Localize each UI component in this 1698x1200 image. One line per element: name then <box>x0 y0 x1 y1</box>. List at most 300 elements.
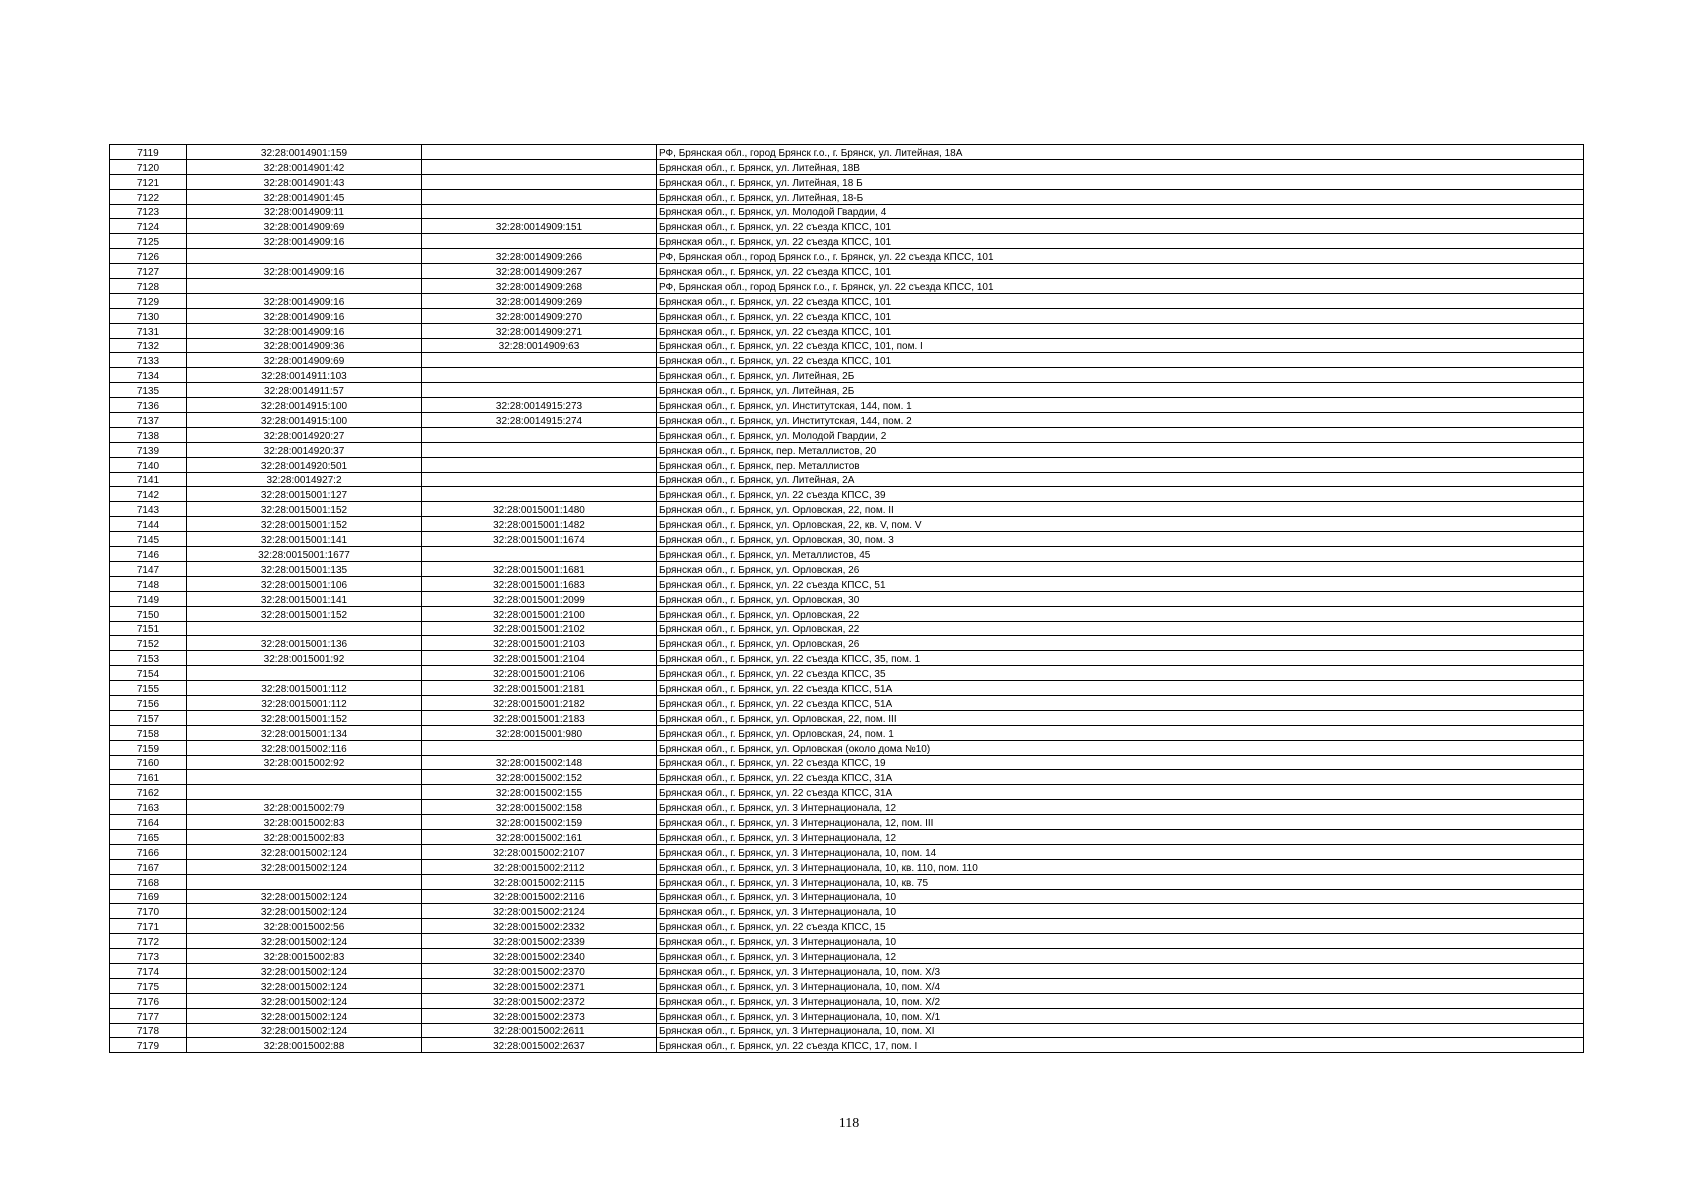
object-cadastral-number-cell <box>422 234 657 249</box>
parcel-cadastral-number-cell: 32:28:0015002:83 <box>187 829 422 844</box>
table-row <box>110 249 1584 264</box>
registry-table-body <box>110 145 1584 1053</box>
parcel-cadastral-number-cell: 32:28:0015001:112 <box>187 681 422 696</box>
object-cadastral-number-cell: 32:28:0015002:158 <box>422 800 657 815</box>
row-number-cell: 7152 <box>110 636 187 651</box>
table-row <box>110 145 1584 160</box>
address-cell: Брянская обл., г. Брянск, ул. Молодой Гвардии, 4 <box>657 204 1584 219</box>
row-number-cell: 7123 <box>110 204 187 219</box>
row-number-cell: 7124 <box>110 219 187 234</box>
address-cell: Брянская обл., г. Брянск, ул. Литейная, 2Б <box>657 383 1584 398</box>
table-row <box>110 323 1584 338</box>
object-cadastral-number-cell: 32:28:0015002:2124 <box>422 904 657 919</box>
address-cell: Брянская обл., г. Брянск, ул. 22 съезда КПСС, 31А <box>657 785 1584 800</box>
address-cell: Брянская обл., г. Брянск, ул. 3 Интернационала, 10 <box>657 934 1584 949</box>
table-row <box>110 383 1584 398</box>
table-row <box>110 561 1584 576</box>
parcel-cadastral-number-cell: 32:28:0014911:103 <box>187 368 422 383</box>
object-cadastral-number-cell <box>422 353 657 368</box>
address-cell: Брянская обл., г. Брянск, ул. 22 съезда КПСС, 51А <box>657 681 1584 696</box>
object-cadastral-number-cell: 32:28:0015002:2373 <box>422 1008 657 1023</box>
address-cell: Брянская обл., г. Брянск, ул. 22 съезда КПСС, 101 <box>657 353 1584 368</box>
parcel-cadastral-number-cell <box>187 666 422 681</box>
address-cell: Брянская обл., г. Брянск, ул. 3 Интернационала, 10, кв. 110, пом. 110 <box>657 859 1584 874</box>
row-number-cell: 7141 <box>110 472 187 487</box>
parcel-cadastral-number-cell: 32:28:0014915:100 <box>187 413 422 428</box>
row-number-cell: 7126 <box>110 249 187 264</box>
address-cell: Брянская обл., г. Брянск, ул. Литейная, 18-Б <box>657 189 1584 204</box>
parcel-cadastral-number-cell: 32:28:0015001:1677 <box>187 547 422 562</box>
object-cadastral-number-cell <box>422 145 657 160</box>
parcel-cadastral-number-cell <box>187 249 422 264</box>
table-row <box>110 829 1584 844</box>
row-number-cell: 7164 <box>110 815 187 830</box>
row-number-cell: 7142 <box>110 487 187 502</box>
table-row <box>110 204 1584 219</box>
address-cell: Брянская обл., г. Брянск, ул. Орловская, 30 <box>657 591 1584 606</box>
object-cadastral-number-cell <box>422 174 657 189</box>
object-cadastral-number-cell: 32:28:0015002:2115 <box>422 874 657 889</box>
table-row <box>110 963 1584 978</box>
object-cadastral-number-cell: 32:28:0015001:2103 <box>422 636 657 651</box>
parcel-cadastral-number-cell: 32:28:0015002:124 <box>187 963 422 978</box>
table-row <box>110 368 1584 383</box>
row-number-cell: 7125 <box>110 234 187 249</box>
object-cadastral-number-cell <box>422 547 657 562</box>
object-cadastral-number-cell: 32:28:0015002:2370 <box>422 963 657 978</box>
row-number-cell: 7161 <box>110 770 187 785</box>
parcel-cadastral-number-cell: 32:28:0015001:135 <box>187 561 422 576</box>
address-cell: Брянская обл., г. Брянск, ул. 3 Интернационала, 10, пом. Х/2 <box>657 993 1584 1008</box>
row-number-cell: 7134 <box>110 368 187 383</box>
address-cell: Брянская обл., г. Брянск, ул. 22 съезда КПСС, 101 <box>657 219 1584 234</box>
parcel-cadastral-number-cell: 32:28:0014920:27 <box>187 427 422 442</box>
parcel-cadastral-number-cell: 32:28:0015001:141 <box>187 591 422 606</box>
row-number-cell: 7144 <box>110 517 187 532</box>
table-row <box>110 547 1584 562</box>
table-row <box>110 279 1584 294</box>
parcel-cadastral-number-cell: 32:28:0014901:159 <box>187 145 422 160</box>
row-number-cell: 7128 <box>110 279 187 294</box>
row-number-cell: 7170 <box>110 904 187 919</box>
table-row <box>110 234 1584 249</box>
parcel-cadastral-number-cell: 32:28:0015001:136 <box>187 636 422 651</box>
table-row <box>110 189 1584 204</box>
table-row <box>110 472 1584 487</box>
row-number-cell: 7133 <box>110 353 187 368</box>
object-cadastral-number-cell <box>422 740 657 755</box>
object-cadastral-number-cell: 32:28:0015001:2104 <box>422 651 657 666</box>
table-row <box>110 174 1584 189</box>
row-number-cell: 7120 <box>110 159 187 174</box>
row-number-cell: 7159 <box>110 740 187 755</box>
address-cell: Брянская обл., г. Брянск, ул. Орловская, 22, кв. V, пом. V <box>657 517 1584 532</box>
table-row <box>110 591 1584 606</box>
object-cadastral-number-cell: 32:28:0015001:2099 <box>422 591 657 606</box>
object-cadastral-number-cell: 32:28:0014909:271 <box>422 323 657 338</box>
parcel-cadastral-number-cell: 32:28:0014909:16 <box>187 308 422 323</box>
object-cadastral-number-cell: 32:28:0015001:1674 <box>422 532 657 547</box>
address-cell: Брянская обл., г. Брянск, ул. 3 Интернационала, 12, пом. III <box>657 815 1584 830</box>
row-number-cell: 7122 <box>110 189 187 204</box>
row-number-cell: 7176 <box>110 993 187 1008</box>
parcel-cadastral-number-cell: 32:28:0015002:124 <box>187 1008 422 1023</box>
object-cadastral-number-cell: 32:28:0015001:980 <box>422 725 657 740</box>
table-row <box>110 413 1584 428</box>
parcel-cadastral-number-cell: 32:28:0014909:69 <box>187 353 422 368</box>
address-cell: Брянская обл., г. Брянск, ул. 3 Интернационала, 12 <box>657 800 1584 815</box>
address-cell: Брянская обл., г. Брянск, ул. Институтская, 144, пом. 1 <box>657 398 1584 413</box>
address-cell: Брянская обл., г. Брянск, ул. 3 Интернационала, 10, кв. 75 <box>657 874 1584 889</box>
parcel-cadastral-number-cell: 32:28:0014909:16 <box>187 264 422 279</box>
parcel-cadastral-number-cell: 32:28:0015002:124 <box>187 859 422 874</box>
table-row <box>110 710 1584 725</box>
row-number-cell: 7169 <box>110 889 187 904</box>
parcel-cadastral-number-cell: 32:28:0014909:36 <box>187 338 422 353</box>
table-row <box>110 159 1584 174</box>
parcel-cadastral-number-cell: 32:28:0014901:45 <box>187 189 422 204</box>
table-row <box>110 800 1584 815</box>
row-number-cell: 7171 <box>110 919 187 934</box>
row-number-cell: 7147 <box>110 561 187 576</box>
row-number-cell: 7158 <box>110 725 187 740</box>
table-row <box>110 874 1584 889</box>
parcel-cadastral-number-cell: 32:28:0014911:57 <box>187 383 422 398</box>
row-number-cell: 7135 <box>110 383 187 398</box>
row-number-cell: 7140 <box>110 457 187 472</box>
object-cadastral-number-cell: 32:28:0015002:161 <box>422 829 657 844</box>
table-row <box>110 666 1584 681</box>
object-cadastral-number-cell: 32:28:0015001:1482 <box>422 517 657 532</box>
object-cadastral-number-cell: 32:28:0015002:2107 <box>422 844 657 859</box>
parcel-cadastral-number-cell: 32:28:0015001:92 <box>187 651 422 666</box>
object-cadastral-number-cell: 32:28:0015002:2611 <box>422 1023 657 1038</box>
parcel-cadastral-number-cell: 32:28:0015002:124 <box>187 904 422 919</box>
address-cell: Брянская обл., г. Брянск, ул. 3 Интернационала, 10, пом. XI <box>657 1023 1584 1038</box>
address-cell: Брянская обл., г. Брянск, ул. Орловская, 26 <box>657 636 1584 651</box>
address-cell: Брянская обл., г. Брянск, ул. 22 съезда КПСС, 101, пом. I <box>657 338 1584 353</box>
address-cell: Брянская обл., г. Брянск, пер. Металлистов <box>657 457 1584 472</box>
object-cadastral-number-cell: 32:28:0014909:269 <box>422 293 657 308</box>
row-number-cell: 7132 <box>110 338 187 353</box>
table-row <box>110 517 1584 532</box>
address-cell: Брянская обл., г. Брянск, ул. 22 съезда КПСС, 31А <box>657 770 1584 785</box>
object-cadastral-number-cell <box>422 427 657 442</box>
row-number-cell: 7178 <box>110 1023 187 1038</box>
address-cell: Брянская обл., г. Брянск, ул. Институтская, 144, пом. 2 <box>657 413 1584 428</box>
row-number-cell: 7131 <box>110 323 187 338</box>
object-cadastral-number-cell: 32:28:0014909:270 <box>422 308 657 323</box>
parcel-cadastral-number-cell: 32:28:0015002:124 <box>187 889 422 904</box>
table-row <box>110 576 1584 591</box>
object-cadastral-number-cell: 32:28:0015001:2106 <box>422 666 657 681</box>
address-cell: Брянская обл., г. Брянск, ул. Орловская, 22, пом. II <box>657 502 1584 517</box>
table-row <box>110 695 1584 710</box>
object-cadastral-number-cell <box>422 368 657 383</box>
row-number-cell: 7163 <box>110 800 187 815</box>
table-row <box>110 532 1584 547</box>
parcel-cadastral-number-cell: 32:28:0015002:92 <box>187 755 422 770</box>
address-cell: Брянская обл., г. Брянск, ул. Орловская, 24, пом. 1 <box>657 725 1584 740</box>
object-cadastral-number-cell: 32:28:0014909:268 <box>422 279 657 294</box>
table-row <box>110 1038 1584 1053</box>
row-number-cell: 7143 <box>110 502 187 517</box>
address-cell: Брянская обл., г. Брянск, ул. Литейная, 2Б <box>657 368 1584 383</box>
parcel-cadastral-number-cell: 32:28:0015002:83 <box>187 949 422 964</box>
address-cell: РФ, Брянская обл., город Брянск г.о., г. Брянск, ул. Литейная, 18А <box>657 145 1584 160</box>
table-row <box>110 904 1584 919</box>
object-cadastral-number-cell: 32:28:0015001:1681 <box>422 561 657 576</box>
address-cell: Брянская обл., г. Брянск, ул. Орловская, 22, пом. III <box>657 710 1584 725</box>
object-cadastral-number-cell: 32:28:0015002:2637 <box>422 1038 657 1053</box>
parcel-cadastral-number-cell: 32:28:0015002:124 <box>187 844 422 859</box>
object-cadastral-number-cell: 32:28:0015001:1683 <box>422 576 657 591</box>
row-number-cell: 7177 <box>110 1008 187 1023</box>
table-row <box>110 978 1584 993</box>
table-row <box>110 219 1584 234</box>
address-cell: Брянская обл., г. Брянск, ул. 3 Интернационала, 10 <box>657 904 1584 919</box>
parcel-cadastral-number-cell: 32:28:0015002:83 <box>187 815 422 830</box>
table-row <box>110 308 1584 323</box>
table-row <box>110 457 1584 472</box>
parcel-cadastral-number-cell <box>187 621 422 636</box>
table-row <box>110 740 1584 755</box>
parcel-cadastral-number-cell: 32:28:0015002:124 <box>187 1023 422 1038</box>
address-cell: Брянская обл., г. Брянск, ул. Литейная, 18В <box>657 159 1584 174</box>
parcel-cadastral-number-cell: 32:28:0014909:11 <box>187 204 422 219</box>
table-row <box>110 681 1584 696</box>
table-row <box>110 427 1584 442</box>
row-number-cell: 7175 <box>110 978 187 993</box>
object-cadastral-number-cell <box>422 472 657 487</box>
address-cell: Брянская обл., г. Брянск, ул. 3 Интернационала, 10, пом. 14 <box>657 844 1584 859</box>
address-cell: Брянская обл., г. Брянск, ул. 3 Интернационала, 10, пом. Х/4 <box>657 978 1584 993</box>
parcel-cadastral-number-cell: 32:28:0015001:106 <box>187 576 422 591</box>
address-cell: Брянская обл., г. Брянск, ул. 22 съезда КПСС, 35, пом. 1 <box>657 651 1584 666</box>
address-cell: Брянская обл., г. Брянск, ул. 22 съезда КПСС, 39 <box>657 487 1584 502</box>
parcel-cadastral-number-cell: 32:28:0014909:16 <box>187 323 422 338</box>
parcel-cadastral-number-cell: 32:28:0015001:152 <box>187 710 422 725</box>
address-cell: Брянская обл., г. Брянск, ул. Металлистов, 45 <box>657 547 1584 562</box>
row-number-cell: 7121 <box>110 174 187 189</box>
parcel-cadastral-number-cell: 32:28:0015001:112 <box>187 695 422 710</box>
parcel-cadastral-number-cell <box>187 874 422 889</box>
row-number-cell: 7129 <box>110 293 187 308</box>
address-cell: Брянская обл., г. Брянск, ул. 22 съезда КПСС, 17, пом. I <box>657 1038 1584 1053</box>
object-cadastral-number-cell: 32:28:0015002:2332 <box>422 919 657 934</box>
table-row <box>110 815 1584 830</box>
row-number-cell: 7153 <box>110 651 187 666</box>
table-row <box>110 770 1584 785</box>
object-cadastral-number-cell: 32:28:0014915:273 <box>422 398 657 413</box>
table-row <box>110 725 1584 740</box>
table-row <box>110 398 1584 413</box>
parcel-cadastral-number-cell: 32:28:0015002:124 <box>187 993 422 1008</box>
row-number-cell: 7150 <box>110 606 187 621</box>
table-row <box>110 606 1584 621</box>
page-number: 118 <box>838 1116 860 1131</box>
row-number-cell: 7173 <box>110 949 187 964</box>
address-cell: Брянская обл., г. Брянск, ул. Орловская, 30, пом. 3 <box>657 532 1584 547</box>
address-cell: Брянская обл., г. Брянск, ул. 22 съезда КПСС, 51 <box>657 576 1584 591</box>
parcel-cadastral-number-cell: 32:28:0014915:100 <box>187 398 422 413</box>
row-number-cell: 7165 <box>110 829 187 844</box>
parcel-cadastral-number-cell: 32:28:0014909:16 <box>187 293 422 308</box>
object-cadastral-number-cell <box>422 487 657 502</box>
table-row <box>110 621 1584 636</box>
object-cadastral-number-cell: 32:28:0014909:267 <box>422 264 657 279</box>
parcel-cadastral-number-cell: 32:28:0014927:2 <box>187 472 422 487</box>
row-number-cell: 7127 <box>110 264 187 279</box>
address-cell: Брянская обл., г. Брянск, ул. 22 съезда КПСС, 101 <box>657 293 1584 308</box>
object-cadastral-number-cell: 32:28:0014915:274 <box>422 413 657 428</box>
object-cadastral-number-cell: 32:28:0015002:2339 <box>422 934 657 949</box>
object-cadastral-number-cell: 32:28:0015002:2371 <box>422 978 657 993</box>
object-cadastral-number-cell: 32:28:0014909:266 <box>422 249 657 264</box>
object-cadastral-number-cell: 32:28:0015001:2102 <box>422 621 657 636</box>
address-cell: Брянская обл., г. Брянск, ул. 3 Интернационала, 10, пом. Х/3 <box>657 963 1584 978</box>
address-cell: Брянская обл., г. Брянск, ул. 22 съезда КПСС, 15 <box>657 919 1584 934</box>
address-cell: Брянская обл., г. Брянск, ул. 22 съезда КПСС, 101 <box>657 234 1584 249</box>
table-row <box>110 919 1584 934</box>
parcel-cadastral-number-cell: 32:28:0015001:152 <box>187 517 422 532</box>
parcel-cadastral-number-cell: 32:28:0014920:37 <box>187 442 422 457</box>
address-cell: Брянская обл., г. Брянск, ул. Орловская, 22 <box>657 606 1584 621</box>
parcel-cadastral-number-cell: 32:28:0015001:152 <box>187 606 422 621</box>
table-row <box>110 1008 1584 1023</box>
object-cadastral-number-cell: 32:28:0015002:159 <box>422 815 657 830</box>
object-cadastral-number-cell: 32:28:0015001:2183 <box>422 710 657 725</box>
address-cell: Брянская обл., г. Брянск, ул. Литейная, 2А <box>657 472 1584 487</box>
table-row <box>110 487 1584 502</box>
address-cell: Брянская обл., г. Брянск, ул. 22 съезда КПСС, 101 <box>657 264 1584 279</box>
table-row <box>110 293 1584 308</box>
table-row <box>110 859 1584 874</box>
address-cell: РФ, Брянская обл., город Брянск г.о., г. Брянск, ул. 22 съезда КПСС, 101 <box>657 249 1584 264</box>
parcel-cadastral-number-cell: 32:28:0015002:116 <box>187 740 422 755</box>
row-number-cell: 7146 <box>110 547 187 562</box>
row-number-cell: 7166 <box>110 844 187 859</box>
address-cell: Брянская обл., г. Брянск, ул. 3 Интернационала, 10, пом. Х/1 <box>657 1008 1584 1023</box>
object-cadastral-number-cell: 32:28:0015002:152 <box>422 770 657 785</box>
object-cadastral-number-cell: 32:28:0015002:2372 <box>422 993 657 1008</box>
object-cadastral-number-cell: 32:28:0015001:2181 <box>422 681 657 696</box>
table-row <box>110 353 1584 368</box>
object-cadastral-number-cell: 32:28:0015002:2340 <box>422 949 657 964</box>
row-number-cell: 7172 <box>110 934 187 949</box>
address-cell: Брянская обл., г. Брянск, ул. 22 съезда КПСС, 35 <box>657 666 1584 681</box>
address-cell: Брянская обл., г. Брянск, ул. 3 Интернационала, 10 <box>657 889 1584 904</box>
object-cadastral-number-cell <box>422 189 657 204</box>
parcel-cadastral-number-cell <box>187 770 422 785</box>
table-row <box>110 755 1584 770</box>
parcel-cadastral-number-cell: 32:28:0014920:501 <box>187 457 422 472</box>
row-number-cell: 7138 <box>110 427 187 442</box>
address-cell: Брянская обл., г. Брянск, ул. 22 съезда КПСС, 101 <box>657 323 1584 338</box>
parcel-cadastral-number-cell: 32:28:0015002:124 <box>187 978 422 993</box>
object-cadastral-number-cell: 32:28:0015001:1480 <box>422 502 657 517</box>
table-row <box>110 442 1584 457</box>
address-cell: Брянская обл., г. Брянск, ул. Литейная, 18 Б <box>657 174 1584 189</box>
address-cell: Брянская обл., г. Брянск, ул. Орловская, 22 <box>657 621 1584 636</box>
parcel-cadastral-number-cell: 32:28:0015001:152 <box>187 502 422 517</box>
address-cell: Брянская обл., г. Брянск, ул. 22 съезда КПСС, 101 <box>657 308 1584 323</box>
row-number-cell: 7139 <box>110 442 187 457</box>
row-number-cell: 7119 <box>110 145 187 160</box>
parcel-cadastral-number-cell: 32:28:0015001:141 <box>187 532 422 547</box>
object-cadastral-number-cell: 32:28:0014909:63 <box>422 338 657 353</box>
object-cadastral-number-cell: 32:28:0015002:155 <box>422 785 657 800</box>
parcel-cadastral-number-cell: 32:28:0015002:56 <box>187 919 422 934</box>
table-row <box>110 934 1584 949</box>
parcel-cadastral-number-cell: 32:28:0014909:69 <box>187 219 422 234</box>
row-number-cell: 7130 <box>110 308 187 323</box>
table-row <box>110 889 1584 904</box>
row-number-cell: 7162 <box>110 785 187 800</box>
address-cell: Брянская обл., г. Брянск, ул. Орловская (около дома №10) <box>657 740 1584 755</box>
address-cell: РФ, Брянская обл., город Брянск г.о., г. Брянск, ул. 22 съезда КПСС, 101 <box>657 279 1584 294</box>
row-number-cell: 7174 <box>110 963 187 978</box>
row-number-cell: 7149 <box>110 591 187 606</box>
table-row <box>110 785 1584 800</box>
parcel-cadastral-number-cell: 32:28:0015001:127 <box>187 487 422 502</box>
object-cadastral-number-cell: 32:28:0014909:151 <box>422 219 657 234</box>
object-cadastral-number-cell <box>422 159 657 174</box>
row-number-cell: 7179 <box>110 1038 187 1053</box>
address-cell: Брянская обл., г. Брянск, ул. 22 съезда КПСС, 19 <box>657 755 1584 770</box>
parcel-cadastral-number-cell: 32:28:0015001:134 <box>187 725 422 740</box>
address-cell: Брянская обл., г. Брянск, ул. Орловская, 26 <box>657 561 1584 576</box>
registry-table <box>109 144 1584 1053</box>
row-number-cell: 7137 <box>110 413 187 428</box>
table-row <box>110 338 1584 353</box>
table-row <box>110 636 1584 651</box>
object-cadastral-number-cell: 32:28:0015002:2116 <box>422 889 657 904</box>
address-cell: Брянская обл., г. Брянск, пер. Металлистов, 20 <box>657 442 1584 457</box>
table-row <box>110 949 1584 964</box>
object-cadastral-number-cell <box>422 457 657 472</box>
table-row <box>110 1023 1584 1038</box>
parcel-cadastral-number-cell: 32:28:0014901:43 <box>187 174 422 189</box>
table-row <box>110 264 1584 279</box>
row-number-cell: 7136 <box>110 398 187 413</box>
row-number-cell: 7151 <box>110 621 187 636</box>
address-cell: Брянская обл., г. Брянск, ул. Молодой Гвардии, 2 <box>657 427 1584 442</box>
parcel-cadastral-number-cell: 32:28:0015002:79 <box>187 800 422 815</box>
object-cadastral-number-cell: 32:28:0015001:2100 <box>422 606 657 621</box>
parcel-cadastral-number-cell <box>187 785 422 800</box>
table-row <box>110 502 1584 517</box>
row-number-cell: 7157 <box>110 710 187 725</box>
row-number-cell: 7167 <box>110 859 187 874</box>
parcel-cadastral-number-cell: 32:28:0014909:16 <box>187 234 422 249</box>
object-cadastral-number-cell: 32:28:0015001:2182 <box>422 695 657 710</box>
parcel-cadastral-number-cell: 32:28:0014901:42 <box>187 159 422 174</box>
table-row <box>110 993 1584 1008</box>
object-cadastral-number-cell <box>422 383 657 398</box>
address-cell: Брянская обл., г. Брянск, ул. 3 Интернационала, 12 <box>657 949 1584 964</box>
row-number-cell: 7154 <box>110 666 187 681</box>
table-row <box>110 651 1584 666</box>
row-number-cell: 7145 <box>110 532 187 547</box>
parcel-cadastral-number-cell: 32:28:0015002:124 <box>187 934 422 949</box>
row-number-cell: 7155 <box>110 681 187 696</box>
row-number-cell: 7168 <box>110 874 187 889</box>
object-cadastral-number-cell <box>422 204 657 219</box>
row-number-cell: 7156 <box>110 695 187 710</box>
address-cell: Брянская обл., г. Брянск, ул. 3 Интернационала, 12 <box>657 829 1584 844</box>
row-number-cell: 7160 <box>110 755 187 770</box>
